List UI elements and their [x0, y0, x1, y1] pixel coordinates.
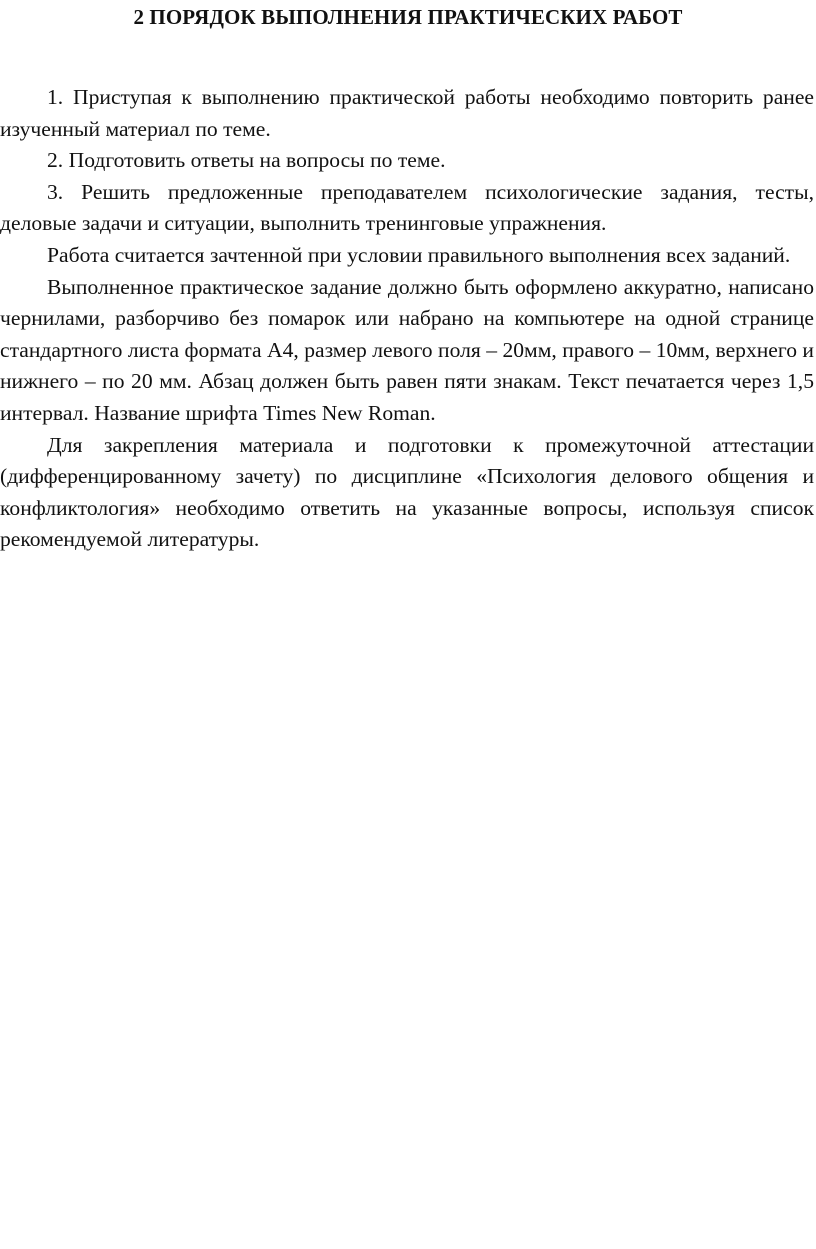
document-body — [0, 82, 814, 556]
paragraph-formatting-requirements: Выполненное практическое задание должно быть оформлено аккуратно, написано чернилами, разборчиво без помарок или набрано на компьютере на одной странице стандартного листа формата А4, размер левого поля – 20мм, правого – 10мм, верхнего и нижнего – по 20 мм. Абзац должен быть равен пяти знакам. Текст печатается через 1,5 интервал. Название шрифта Times New Roman. — [0, 274, 814, 425]
paragraph-step-3: 3. Решить предложенные преподавателем психологические задания, тесты, деловые задачи и ситуации, выполнить тренинговые упражнения. — [0, 179, 814, 236]
section-title: 2 ПОРЯДОК ВЫПОЛНЕНИЯ ПРАКТИЧЕСКИХ РАБОТ — [133, 5, 683, 29]
paragraph-credit-condition: Работа считается зачтенной при условии правильного выполнения всех заданий. — [47, 242, 791, 267]
paragraph-step-1: 1. Приступая к выполнению практической работы необходимо повторить ранее изученный материал по теме. — [0, 85, 814, 141]
paragraph-step-2: 2. Подготовить ответы на вопросы по теме. — [47, 148, 446, 173]
paragraph-attestation-preparation: Для закрепления материала и подготовки к промежуточной аттестации (дифференцированному зачету) по дисциплине «Психология делового общения и конфликтология» необходимо ответить на указанные вопросы, используя список рекомендуемой литературы. — [0, 432, 814, 552]
